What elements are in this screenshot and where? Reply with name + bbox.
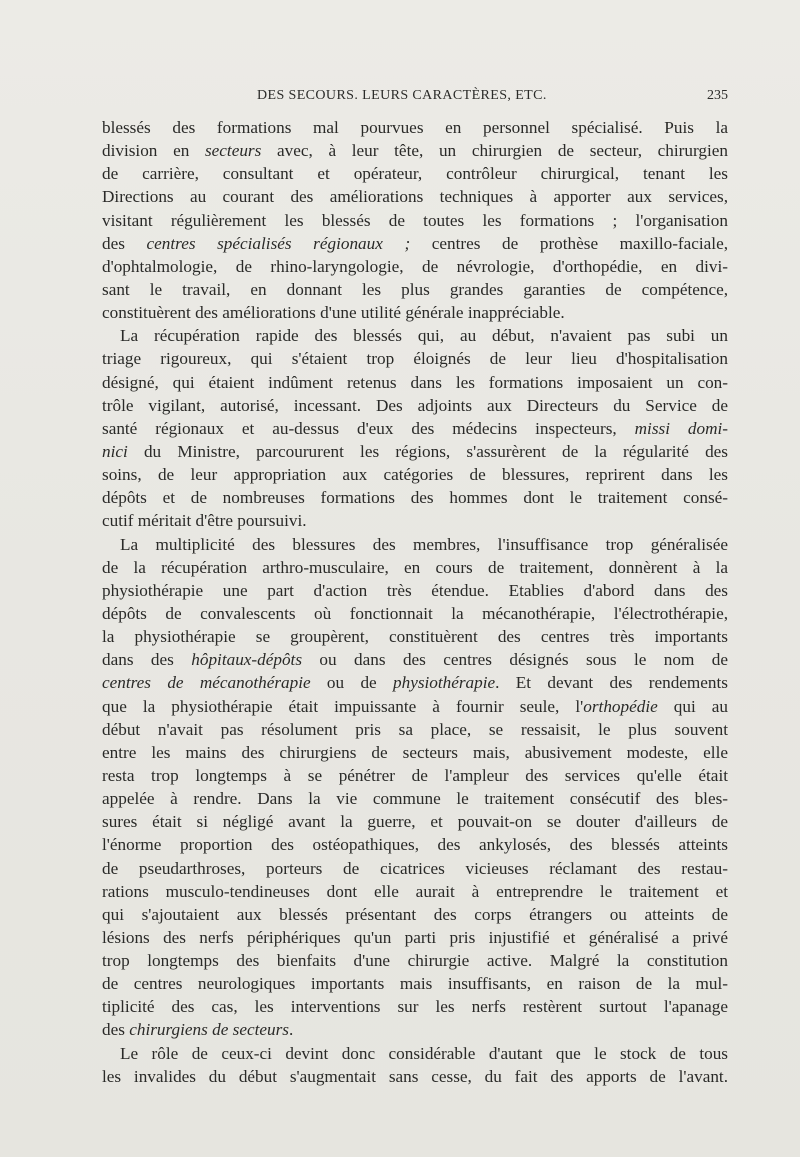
text-line [102, 116, 728, 139]
italic-text: hôpitaux-dépôts [191, 650, 303, 670]
text-segment: blessés des formations mal pourvues en personnel spécialisé. Puis la [102, 118, 728, 137]
italic-text: physiothérapie [393, 673, 496, 693]
text-line [102, 648, 728, 671]
italic-text: chirurgiens de secteurs [129, 1020, 289, 1040]
text-line [102, 486, 728, 509]
text-segment: rations musculo-tendineuses dont elle aurait à entreprendre le traitement et [102, 881, 728, 901]
text-line [102, 926, 728, 949]
text-segment: santé régionaux et au-dessus d'eux des médecins inspecteurs, [102, 418, 635, 438]
italic-text: orthopédie [583, 696, 658, 716]
text-segment: tiplicité des cas, les interventions sur les nerfs restèrent surtout l'apanage [102, 997, 728, 1017]
text-segment: désigné, qui étaient indûment retenus dans les formations imposaient un con- [102, 372, 728, 392]
text-segment: Directions au courant des améliorations techniques à apporter aux services, [102, 187, 728, 207]
text-line [102, 509, 728, 532]
text-segment: de la récupération arthro-musculaire, en cours de traitement, donnèrent à la [102, 557, 728, 577]
text-line [102, 972, 728, 995]
text-segment: Le rôle de ceux-ci devint donc considérable d'autant que le stock de tous [120, 1043, 728, 1063]
text-line [102, 301, 728, 324]
text-line [102, 995, 728, 1018]
text-line [102, 741, 728, 764]
text-segment: les invalides du début s'augmentait sans cesse, du fait des apports de l'avant. [102, 1066, 728, 1086]
text-line [102, 185, 728, 208]
text-line [102, 718, 728, 741]
text-segment: qui au [657, 696, 728, 716]
text-segment: l'énorme proportion des ostéopathiques, des ankylosés, des blessés atteints [102, 835, 728, 855]
text-line [102, 162, 728, 185]
text-line [102, 1065, 728, 1088]
text-segment: ou dans des centres désignés sous le nom de [302, 650, 728, 670]
text-segment: entre les mains des chirurgiens de secteurs mais, abusivement modeste, elle [102, 742, 728, 762]
text-line [102, 671, 728, 694]
text-segment: . [288, 1020, 294, 1040]
text-segment: dépôts de convalescents où fonctionnait la mécanothérapie, l'électrothérapie, [102, 603, 728, 623]
text-line [102, 371, 728, 394]
text-segment: avec, à leur tête, un chirurgien de secteur, chirurgien [261, 141, 728, 161]
text-segment: ou de [310, 673, 393, 693]
text-segment: trôle vigilant, autorisé, incessant. Des adjoints aux Directeurs du Service de [102, 395, 728, 415]
text-segment: la physiothérapie se groupèrent, constituèrent des centres très importants [102, 627, 728, 647]
text-line [102, 463, 728, 486]
text-line [102, 602, 728, 625]
text-segment: division en [102, 141, 205, 161]
text-line [102, 857, 728, 880]
text-line [102, 1018, 728, 1041]
page-number: 235 [707, 88, 728, 103]
text-line [102, 139, 728, 162]
text-segment: sures était si négligé avant la guerre, et pouvait-on se douter d'ailleurs de [102, 812, 728, 832]
text-line [102, 347, 728, 370]
italic-text: missi domi- [634, 418, 728, 438]
text-line [102, 695, 728, 718]
text-line [102, 903, 728, 926]
text-line [102, 440, 728, 463]
italic-text: centres de mécanothérapie [102, 673, 311, 693]
text-line [102, 833, 728, 856]
text-segment: d'ophtalmologie, de rhino-laryngologie, de névrologie, d'orthopédie, en divi- [102, 256, 728, 276]
italic-text: centres spécialisés régionaux ; [146, 233, 411, 253]
text-segment: triage rigoureux, qui s'étaient trop éloignés de leur lieu d'hospitalisation [102, 349, 728, 369]
text-segment: visitant régulièrement les blessés de toutes les formations ; l'organisation [102, 210, 728, 230]
text-line [102, 579, 728, 602]
text-line [102, 278, 728, 301]
text-line [102, 787, 728, 810]
text-line [102, 209, 728, 232]
text-line [102, 417, 728, 440]
text-segment: de pseudarthroses, porteurs de cicatrices vicieuses réclamant des restau- [102, 858, 728, 878]
text-line [102, 232, 728, 255]
text-segment: de centres neurologiques importants mais insuffisants, en raison de la mul- [102, 974, 728, 994]
text-line [102, 556, 728, 579]
text-segment: début n'avait pas résolument pris sa place, se ressaisit, le plus souvent [102, 719, 728, 739]
text-segment: soins, de leur appropriation aux catégories de blessures, reprirent dans les [102, 465, 728, 485]
text-segment: lésions des nerfs périphériques qu'un parti pris injustifié et généralisé a privé [102, 927, 728, 947]
running-title: DES SECOURS. LEURS CARACTÈRES, ETC. [257, 88, 547, 103]
text-segment: appelée à rendre. Dans la vie commune le traitement consécutif des bles- [102, 789, 728, 809]
italic-text: secteurs [204, 141, 262, 161]
text-segment: des [102, 1020, 130, 1040]
text-segment: trop longtemps des bienfaits d'une chirurgie active. Malgré la constitution [102, 951, 728, 971]
text-line [102, 764, 728, 787]
text-segment: des [102, 233, 147, 253]
text-line [102, 533, 728, 556]
text-segment: cutif méritait d'être poursuivi. [102, 511, 307, 531]
body-text [102, 116, 728, 1088]
text-segment: qui s'ajoutaient aux blessés présentant des corps étrangers ou atteints de [102, 904, 728, 924]
text-segment: de carrière, consultant et opérateur, contrôleur chirurgical, tenant les [102, 164, 728, 184]
italic-text: nici [102, 441, 128, 461]
text-segment: dans des [102, 650, 192, 670]
text-segment: du Ministre, parcoururent les régions, s'assurèrent de la régularité des [127, 441, 728, 461]
text-line [102, 255, 728, 278]
text-segment: dépôts et de nombreuses formations des hommes dont le traitement consé- [102, 488, 728, 508]
text-segment: centres de prothèse maxillo-faciale, [410, 233, 728, 253]
text-line [102, 880, 728, 903]
running-header [102, 88, 728, 110]
text-segment: que la physiothérapie était impuissante à fournir seule, l' [102, 696, 584, 716]
text-segment: La multiplicité des blessures des membres, l'insuffisance trop généralisée [120, 534, 728, 554]
text-segment: sant le travail, en donnant les plus grandes garanties de compétence, [102, 279, 728, 299]
text-line [102, 625, 728, 648]
text-line [102, 1042, 728, 1065]
text-segment: resta trop longtemps à se pénétrer de l'ampleur des services qu'elle était [102, 765, 728, 785]
text-segment: constituèrent des améliorations d'une utilité générale inappréciable. [102, 303, 565, 323]
text-segment: La récupération rapide des blessés qui, au début, n'avaient pas subi un [120, 326, 728, 346]
text-line [102, 810, 728, 833]
text-line [102, 949, 728, 972]
text-segment: . Et devant des rendements [495, 673, 728, 693]
text-segment: physiothérapie une part d'action très étendue. Etablies d'abord dans des [102, 580, 728, 600]
text-line [102, 394, 728, 417]
text-line [102, 324, 728, 347]
